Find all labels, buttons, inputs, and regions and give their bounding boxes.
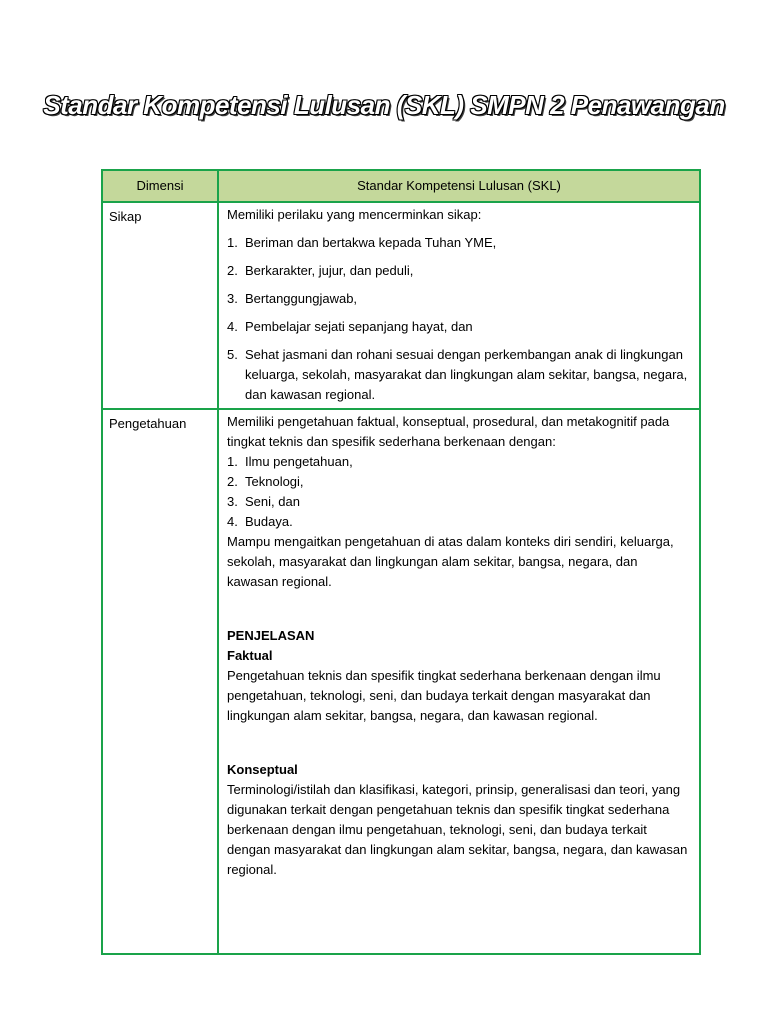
- table-header-row: [102, 170, 700, 202]
- list-item: 2. Teknologi,: [227, 474, 304, 489]
- sikap-intro: Memiliki perilaku yang mencerminkan sikap:: [227, 207, 482, 222]
- header-skl: Standar Kompetensi Lulusan (SKL): [218, 170, 700, 202]
- sikap-content: [218, 202, 700, 409]
- table-row-sikap: [102, 202, 700, 409]
- document-title: Standar Kompetensi Lulusan (SKL) SMPN 2 Penawangan: [43, 90, 725, 120]
- pengetahuan-list: [227, 452, 691, 532]
- list-item: 1. Ilmu pengetahuan,: [227, 454, 353, 469]
- list-item: 3. Bertanggungjawab,: [227, 291, 358, 306]
- list-item: 5. Sehat jasmani dan rohani sesuai dengan perkembangan anak di lingkungan keluarga, sekolah, masyarakat dan lingkungan alam sekitar, bangsa, negara, dan kawasan regional.: [227, 347, 688, 402]
- list-item: 4. Pembelajar sejati sepanjang hayat, dan: [227, 319, 473, 334]
- dimension-pengetahuan: Pengetahuan: [102, 409, 218, 954]
- pengetahuan-content: [218, 409, 700, 954]
- skl-table: [101, 169, 701, 955]
- konseptual-heading: Konseptual: [227, 762, 298, 777]
- list-item: 3. Seni, dan: [227, 494, 300, 509]
- list-item: 4. Budaya.: [227, 514, 293, 529]
- list-item: 2. Berkarakter, jujur, dan peduli,: [227, 263, 414, 278]
- faktual-heading: Faktual: [227, 648, 273, 663]
- pengetahuan-paragraph: Mampu mengaitkan pengetahuan di atas dalam konteks diri sendiri, keluarga, sekolah, masyarakat dan lingkungan alam sekitar, bangsa, negara, dan kawasan regional.: [227, 534, 674, 589]
- table-row-pengetahuan: [102, 409, 700, 954]
- pengetahuan-intro: Memiliki pengetahuan faktual, konseptual, prosedural, dan metakognitif pada tingkat teknis dan spesifik sederhana berkenaan dengan:: [227, 414, 670, 449]
- sikap-list: [227, 233, 691, 405]
- header-dimensi: Dimensi: [102, 170, 218, 202]
- konseptual-text: Terminologi/istilah dan klasifikasi, kategori, prinsip, generalisasi dan teori, yang digunakan terkait dengan pengetahuan teknis dan spesifik tingkat sederhana berkenaan dengan ilmu pengetahuan, teknologi, seni, dan budaya terkait dengan masyarakat dan lingkungan alam sekitar, bangsa, negara, dan kawasan regional.: [227, 782, 688, 877]
- penjelasan-heading: PENJELASAN: [227, 628, 315, 643]
- faktual-text: Pengetahuan teknis dan spesifik tingkat sederhana berkenaan dengan ilmu pengetahuan, teknologi, seni, dan budaya terkait dengan masyarakat dan lingkungan alam sekitar, bangsa, negara, dan kawasan regional.: [227, 668, 661, 723]
- dimension-sikap: Sikap: [102, 202, 218, 409]
- list-item: 1. Beriman dan bertakwa kepada Tuhan YME,: [227, 235, 497, 250]
